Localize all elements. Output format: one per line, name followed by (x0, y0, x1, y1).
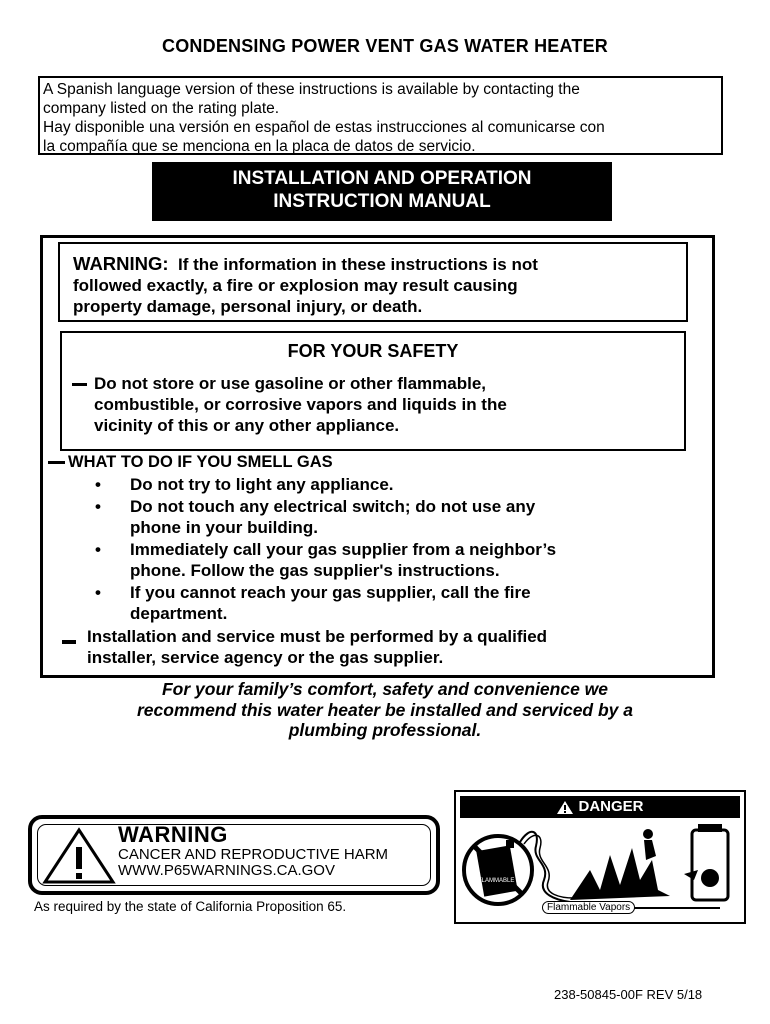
document-revision: 238-50845-00F REV 5/18 (554, 987, 703, 1002)
safety-line: vicinity of this or any other appliance. (94, 416, 400, 435)
list-item-line: phone in your building. (130, 518, 318, 537)
recommendation-line: For your family’s comfort, safety and convenience we (161, 679, 609, 699)
danger-label (454, 790, 746, 924)
list-item (90, 539, 690, 581)
warning-line (73, 253, 674, 275)
manual-title-banner (152, 162, 612, 221)
warning-triangle-icon (42, 827, 116, 885)
smell-gas-heading (48, 452, 333, 473)
prop65-line: CANCER AND REPRODUCTIVE HARM (118, 846, 389, 863)
prop65-heading: WARNING (118, 822, 228, 847)
danger-header (460, 796, 740, 818)
prop65-text (118, 823, 388, 879)
danger-can-text: FLAMMABLE (478, 878, 515, 884)
dash-marker (72, 383, 87, 386)
warning-text: If the information in these instructions is not (178, 255, 538, 274)
for-your-safety-box (60, 331, 686, 451)
smell-gas-heading-text: WHAT TO DO IF YOU SMELL GAS (68, 453, 333, 471)
list-item-line: • Do not touch any electrical switch; do not use any (130, 497, 536, 516)
prop65-url: WWW.P65WARNINGS.CA.GOV (118, 862, 335, 879)
document-title: CONDENSING POWER VENT GAS WATER HEATER (162, 36, 608, 56)
list-item-line: phone. Follow the gas supplier's instructions. (130, 561, 500, 580)
list-item (90, 582, 690, 624)
spanish-notice-line: la compañía que se menciona en la placa de datos de servicio. (43, 138, 476, 155)
dash-marker (62, 640, 76, 644)
list-item-line: department. (130, 604, 228, 623)
spanish-notice-line: A Spanish language version of these instructions is available by contacting the (43, 81, 580, 98)
smell-gas-list (90, 474, 690, 625)
recommendation-line: plumbing professional. (288, 720, 482, 740)
prop65-warning-label (28, 815, 440, 895)
danger-caption: Flammable Vapors (542, 901, 635, 914)
manual-title-line: INSTALLATION AND OPERATION (232, 168, 532, 189)
spanish-notice-line: Hay disponible una versión en español de estas instrucciones al comunicarse con (43, 119, 605, 136)
installation-line: installer, service agency or the gas supplier. (87, 648, 444, 667)
list-item (90, 496, 690, 538)
safety-heading: FOR YOUR SAFETY (287, 341, 459, 361)
recommendation-line: recommend this water heater be installed and serviced by a (136, 699, 633, 720)
alert-triangle-icon (556, 800, 574, 815)
manual-title-line: INSTRUCTION MANUAL (273, 191, 491, 212)
recommendation-text (70, 679, 700, 741)
safety-line: combustible, or corrosive vapors and liquids in the (94, 395, 507, 414)
warning-line: followed exactly, a fire or explosion may result causing (73, 276, 518, 295)
prop65-caption: As required by the state of California Proposition 65. (34, 899, 347, 914)
installation-notice (62, 626, 682, 668)
list-item (90, 474, 690, 495)
warning-line: property damage, personal injury, or death. (73, 297, 423, 316)
list-item-line: • Do not try to light any appliance. (130, 475, 394, 494)
warning-box (58, 242, 688, 322)
safety-item (72, 373, 672, 436)
warning-lead: WARNING: (73, 253, 169, 274)
list-item-line: • If you cannot reach your gas supplier, call the fire (130, 583, 531, 602)
list-item-line: • Immediately call your gas supplier from a neighbor’s (130, 540, 557, 559)
spanish-notice-box (38, 76, 723, 155)
dash-marker (48, 461, 65, 464)
installation-line: Installation and service must be performed by a qualified (87, 627, 548, 646)
spanish-notice-line: company listed on the rating plate. (43, 100, 280, 117)
danger-heading: DANGER (578, 798, 644, 815)
safety-line: Do not store or use gasoline or other flammable, (94, 374, 487, 393)
